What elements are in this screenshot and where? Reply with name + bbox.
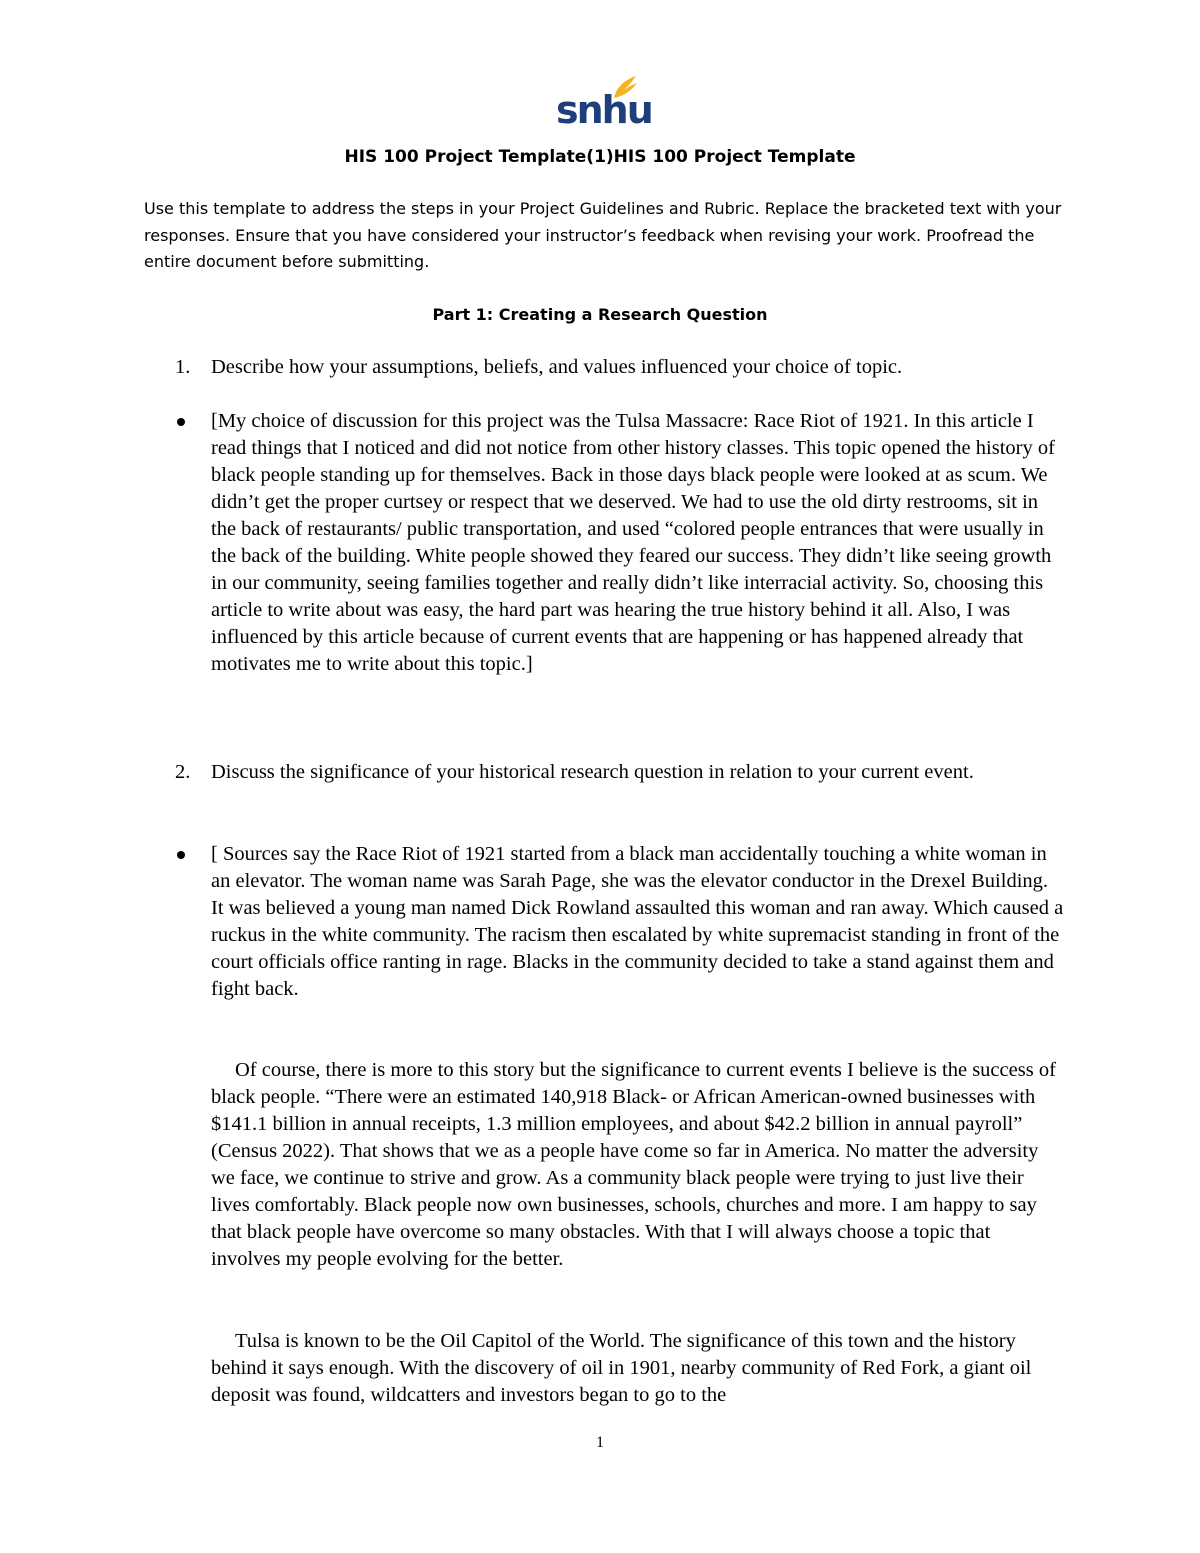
answer-2-text: [ Sources say the Race Riot of 1921 started from a black man accidentally touching a white woman in an elevator. The woman name was Sarah Page, she was the elevator conductor in the Drexel Building. It was believed a young man named Dick Rowland assaulted this woman and ran away. Which caused a ruckus in the white community. The racism then escalated by white supremacist standing in front of the court officials office ranting in rage. Blacks in the community decided to take a stand against them and fight back. bbox=[211, 843, 1064, 1000]
answer-1 bbox=[175, 408, 1065, 678]
question-1-number: 1. bbox=[175, 356, 191, 378]
question-2-number: 2. bbox=[175, 761, 191, 783]
question-1 bbox=[175, 354, 1055, 381]
bullet-icon bbox=[177, 851, 185, 859]
question-2-text: Discuss the significance of your historical research question in relation to your current event. bbox=[211, 761, 974, 783]
intro-paragraph: Use this template to address the steps in your Project Guidelines and Rubric. Replace the bracketed text with your responses. Ensure that you have considered your instructor’s feedback when revising your work. Proofread the entire document before submitting. bbox=[144, 199, 1062, 271]
answer-1-text: [My choice of discussion for this project was the Tulsa Massacre: Race Riot of 1921. In this article I read things that I noticed and did not notice from other history classes. This topic opened the history of black people standing up for themselves. Back in those days black people were looked at as scum. We didn’t get the proper curtsey or respect that we deserved. We had to use the old dirty restrooms, sit in the back of restaurants/ public transportation, and used “colored people entrances that were usually in the back of the building. White people showed they feared our success. They didn’t like seeing growth in our community, seeing families together and really didn’t like interracial activity. So, choosing this article to write about was easy, the hard part was hearing the true history behind it all. Also, I was influenced by this article because of current events that are happening or has happened already that motivates me to write about this topic.] bbox=[211, 410, 1055, 675]
question-2 bbox=[175, 759, 1055, 786]
bullet-icon bbox=[177, 418, 185, 426]
logo-text: snhu bbox=[556, 88, 652, 132]
snhu-logo bbox=[556, 74, 652, 132]
part1-heading: Part 1: Creating a Research Question bbox=[432, 305, 768, 324]
answer-2-paragraph-3: Tulsa is known to be the Oil Capitol of the World. The significance of this town and the history behind it says enough. With the discovery of oil in 1901, nearby community of Red Fork, a giant oil deposit was found, wildcatters and investors began to go to the bbox=[211, 1330, 1032, 1406]
page-number: 1 bbox=[596, 1434, 604, 1451]
question-1-text: Describe how your assumptions, beliefs, and values influenced your choice of topic. bbox=[211, 356, 903, 378]
answer-2-paragraph-2: Of course, there is more to this story but the significance to current events I believe is the success of black people. “There were an estimated 140,918 Black- or African American-owned businesses with $141.1 billion in annual receipts, 1.3 million employees, and about $42.2 billion in annual payroll” (Census 2022). That shows that we as a people have come so far in America. No matter the adversity we face, we continue to strive and grow. As a community black people were trying to just live their lives comfortably. Black people now own businesses, schools, churches and more. I am happy to say that black people have overcome so many obstacles. With that I will always choose a topic that involves my people evolving for the better. bbox=[211, 1059, 1056, 1270]
answer-2 bbox=[175, 841, 1065, 1003]
document-title: HIS 100 Project Template(1)HIS 100 Project Template bbox=[344, 147, 856, 167]
